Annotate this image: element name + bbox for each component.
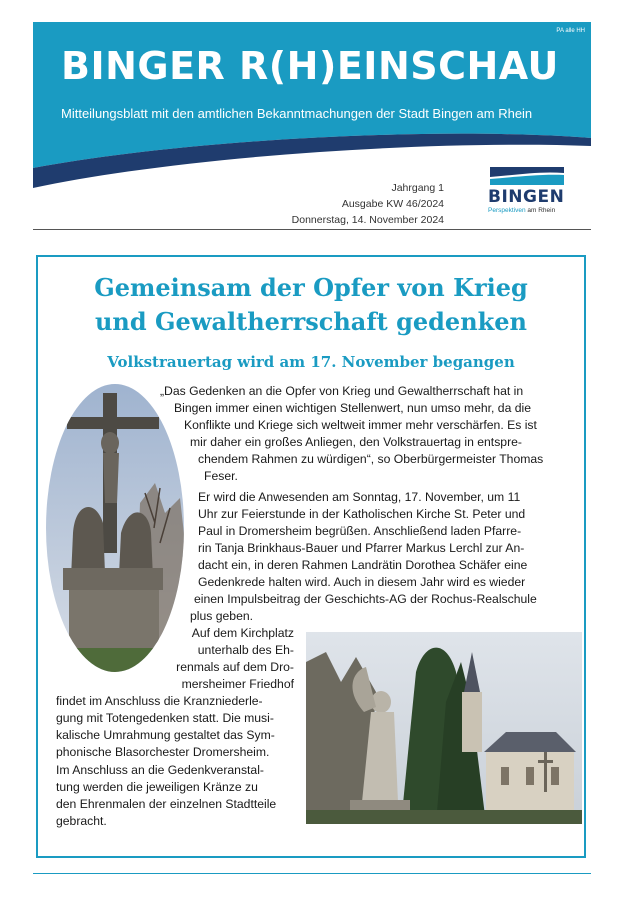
article-box [36, 255, 586, 858]
angel-statue-church-photo [306, 632, 582, 824]
quote-line: mir daher ein großes Anliegen, den Volkstrauertag in entspre- [190, 435, 522, 449]
cemetery-line: phonische Blasorchester Dromersheim. [56, 745, 270, 759]
cemetery-line: gung mit Totengedenken statt. Die musi- [56, 711, 274, 725]
bingen-logo [488, 165, 578, 215]
cemetery-line: Auf dem Kirchplatz [191, 626, 294, 640]
quote-line: Bingen immer einen wichtigen Stellenwert, nun umso mehr, da die [174, 401, 532, 415]
paragraph-cemetery [56, 625, 302, 761]
invite-line: Er wird die Anwesenden am Sonntag, 17. November, um 11 [198, 490, 521, 504]
article-headline [38, 271, 584, 339]
cemetery-line: renmals auf dem Dro- [176, 660, 294, 674]
header-divider [33, 229, 591, 230]
closing-line: Im Anschluss an die Gedenkveranstal- [56, 763, 264, 777]
paragraph-closing [56, 762, 302, 830]
issue-info [292, 180, 444, 228]
invite-line: plus geben. [190, 609, 254, 623]
paragraph-invitation [190, 489, 568, 625]
headline-line-1: Gemeinsam der Opfer von Krieg [94, 273, 528, 302]
quote-line: chendem Rahmen zu würdigen“, so Oberbürgermeister Thomas [198, 452, 544, 466]
invite-line: einen Impulsbeitrag der Geschichts-AG der Rochus-Realschule [194, 592, 537, 606]
footer-divider [33, 873, 591, 874]
closing-line: gebracht. [56, 814, 107, 828]
quote-line: „Das Gedenken an die Opfer von Krieg und Gewaltherrschaft hat in [160, 384, 524, 398]
logo-tagline [488, 207, 555, 214]
cemetery-line: mersheimer Friedhof [181, 677, 294, 691]
paragraph-quote [160, 383, 568, 485]
cemetery-line: kalische Umrahmung gestaltet das Sym- [56, 728, 275, 742]
logo-wordmark: BINGEN [488, 187, 565, 207]
issue-edition: Ausgabe KW 46/2024 [341, 198, 444, 210]
quote-line: Konflikte und Kriege sich weltweit immer mehr verschärfen. Es ist [184, 418, 537, 432]
masthead-title: BINGER R(H)EINSCHAU [61, 44, 559, 88]
cemetery-line: unterhalb des Eh- [197, 643, 294, 657]
invite-line: Gedenkrede halten wird. Auch in diesem Jahr wird es wieder [198, 575, 526, 589]
closing-line: tung werden die jeweiligen Kränze zu [56, 780, 258, 794]
logo-wave-icon [488, 165, 566, 187]
invite-line: Paul in Dromersheim begrüßen. Anschließend laden Pfarre- [198, 524, 522, 538]
headline-line-2: und Gewaltherrschaft gedenken [94, 307, 527, 336]
logo-tagline-rest: am Rhein [525, 207, 556, 214]
invite-line: Uhr zur Feierstunde in der Katholischen Kirche St. Peter und [198, 507, 526, 521]
invite-line: dacht ein, in deren Rahmen Landrätin Dorothea Schäfer eine [198, 558, 528, 572]
article-subheadline: Volkstrauertag wird am 17. November begangen [107, 353, 515, 371]
pa-note: PA alle HH [556, 28, 585, 34]
issue-date: Donnerstag, 14. November 2024 [291, 214, 444, 226]
logo-tagline-highlight: Perspektiven [488, 207, 526, 214]
issue-volume: Jahrgang 1 [391, 182, 444, 194]
closing-line: den Ehrenmalen der einzelnen Stadtteile [56, 797, 277, 811]
masthead-subtitle: Mitteilungsblatt mit den amtlichen Bekanntmachungen der Stadt Bingen am Rhein [61, 106, 533, 121]
cemetery-line: findet im Anschluss die Kranzniederle- [56, 694, 263, 708]
quote-line: Feser. [204, 469, 238, 483]
invite-line: rin Tanja Brinkhaus-Bauer und Pfarrer Markus Lerchl zur An- [198, 541, 525, 555]
